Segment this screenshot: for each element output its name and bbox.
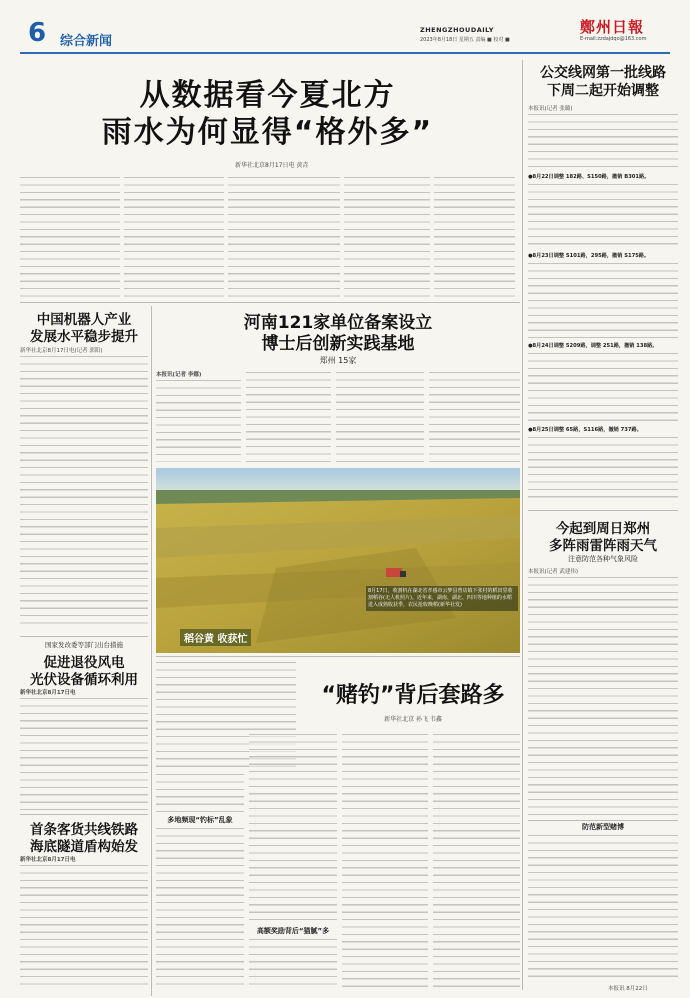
diaogou-right	[528, 732, 678, 994]
photo-caption: 8月17日，收割机在湖北省孝感市云梦县曾店镇下张村的稻田里收割稻谷(无人机照片)。近年来，湖南、湖北、四川等地种植的水稻进入成熟收获季，农民抢收晚稻(新华社发)	[366, 586, 518, 611]
bus-article	[528, 62, 678, 508]
diaogou-subhead-1: 多地频现“钓标”乱象	[167, 816, 233, 824]
bus-body-5	[528, 435, 678, 501]
page-number: 6	[28, 18, 47, 48]
lead-body-col1	[20, 175, 120, 300]
tunnel-body	[20, 863, 148, 991]
pv-body	[20, 696, 148, 810]
robot-headline-2: 发展水平稳步提升	[30, 329, 138, 345]
pv-headline-2: 光伏设备循环利用	[30, 672, 138, 688]
robot-byline: 新华社北京8月17日电(记者 郭阳)	[20, 348, 103, 354]
lead-body-col5	[434, 175, 515, 300]
lead-body-col3	[228, 175, 340, 300]
henan-article	[156, 308, 520, 468]
diaogou-col2	[249, 732, 337, 924]
henan-col4	[429, 370, 520, 462]
diaogou-article	[156, 660, 520, 995]
robot-article	[20, 308, 148, 633]
henan-headline-1: 河南121家单位备案设立	[243, 313, 433, 333]
date-line: 2023年8月18日 星期五 责编 ■ 校对 ■	[420, 37, 510, 43]
diaogou-right-footer: 本报讯 8月22日	[608, 986, 648, 992]
diaogou-col1	[156, 772, 244, 812]
tunnel-headline-2: 海底隧道盾构始发	[30, 839, 138, 855]
weather-headline-1: 今起到周日郑州	[555, 521, 651, 537]
weather-headline-2: 多阵雨雷阵雨天气	[549, 538, 657, 554]
rule-pv-tunnel	[20, 814, 148, 815]
henan-byline: 本报讯(记者 李娜)	[156, 372, 202, 378]
bus-item-3: ●8月24日调整 5209路，调整 251路，撤销 138路。	[528, 343, 658, 349]
lead-body-col4	[344, 175, 430, 300]
diaogou-subhead-2: 高额奖励背后“猫腻”多	[256, 927, 330, 935]
bus-body-1	[528, 112, 678, 172]
diaogou-col1b	[156, 826, 244, 991]
col-divider-left	[151, 306, 152, 996]
rule-robot-pv	[20, 636, 148, 637]
henan-subtitle: 郑州 15家	[319, 356, 357, 365]
bus-item-4: ●8月25日调整 65路，S116路，撤销 737路。	[528, 427, 642, 433]
pv-headline-1: 促进退役风电	[43, 655, 125, 671]
contact: E-mail:zzdajdqo@163.com	[580, 36, 647, 42]
bus-item-1: ●8月22日调整 182路、S150路，撤销 B301路。	[528, 174, 650, 180]
col-divider	[522, 60, 523, 990]
bus-body-4	[528, 351, 678, 423]
rice-harvest-photo	[156, 468, 520, 653]
rule-photo-bottom	[156, 656, 520, 657]
bus-item-2: ●8月23日调整 S101路，295路，撤销 S175路。	[528, 253, 650, 259]
bus-body-3	[528, 261, 678, 339]
diaogou-col3	[342, 732, 428, 991]
diaogou-right-body	[528, 833, 678, 983]
diaogou-headline: “赌钓”背后套路多	[321, 683, 505, 708]
rule-bus-weather	[528, 510, 678, 511]
pv-article	[20, 640, 148, 812]
weather-byline: 本报讯(记者 武建伟)	[528, 569, 579, 575]
henan-col2	[246, 370, 331, 462]
rule-lead-bottom	[20, 302, 520, 303]
bus-headline-1: 公交线网第一批线路	[540, 65, 666, 81]
pinyin: ZHENGZHOUDAILY	[420, 26, 495, 34]
tunnel-byline: 新华社北京8月17日电	[20, 857, 76, 863]
tunnel-article	[20, 818, 148, 993]
bus-headline-2: 下周二起开始调整	[547, 83, 659, 99]
pv-byline: 新华社北京8月17日电	[20, 690, 76, 696]
lead-headline-2: 雨水为何显得“格外多”	[101, 115, 434, 150]
diaogou-col4	[433, 732, 520, 991]
henan-headline-2: 博士后创新实践基地	[261, 334, 415, 354]
brand-logo: 鄭州日報	[580, 18, 645, 36]
diaogou-col2b	[249, 937, 337, 991]
tunnel-headline-1: 首条客货共线铁路	[30, 822, 138, 838]
masthead-rule	[20, 52, 670, 54]
lead-headline-1: 从数据看今夏北方	[139, 78, 396, 113]
bus-body-2	[528, 182, 678, 250]
diaogou-subhead-3: 防范新型赌博	[582, 823, 624, 831]
rice-field-image	[156, 468, 520, 653]
pv-kicker: 国家发改委等部门出台措施	[45, 641, 123, 649]
diaogou-byline: 新华社北京 孙飞 韦鑫	[384, 716, 442, 723]
section-name: 综合新闻	[60, 34, 113, 49]
robot-body	[20, 354, 148, 630]
henan-col3	[336, 370, 424, 462]
lead-byline: 新华社北京8月17日电 黄垚	[235, 162, 309, 169]
lead-article	[20, 70, 515, 300]
masthead	[20, 14, 670, 56]
robot-headline-1: 中国机器人产业	[36, 312, 132, 328]
weather-subtitle: 注意防范各种气象风险	[568, 555, 638, 563]
photo-tag: 稻谷黄 收获忙	[180, 629, 251, 646]
henan-col1	[156, 378, 241, 462]
bus-byline: 本报讯(记者 张璐)	[528, 106, 573, 112]
lead-body-col2	[124, 175, 224, 300]
